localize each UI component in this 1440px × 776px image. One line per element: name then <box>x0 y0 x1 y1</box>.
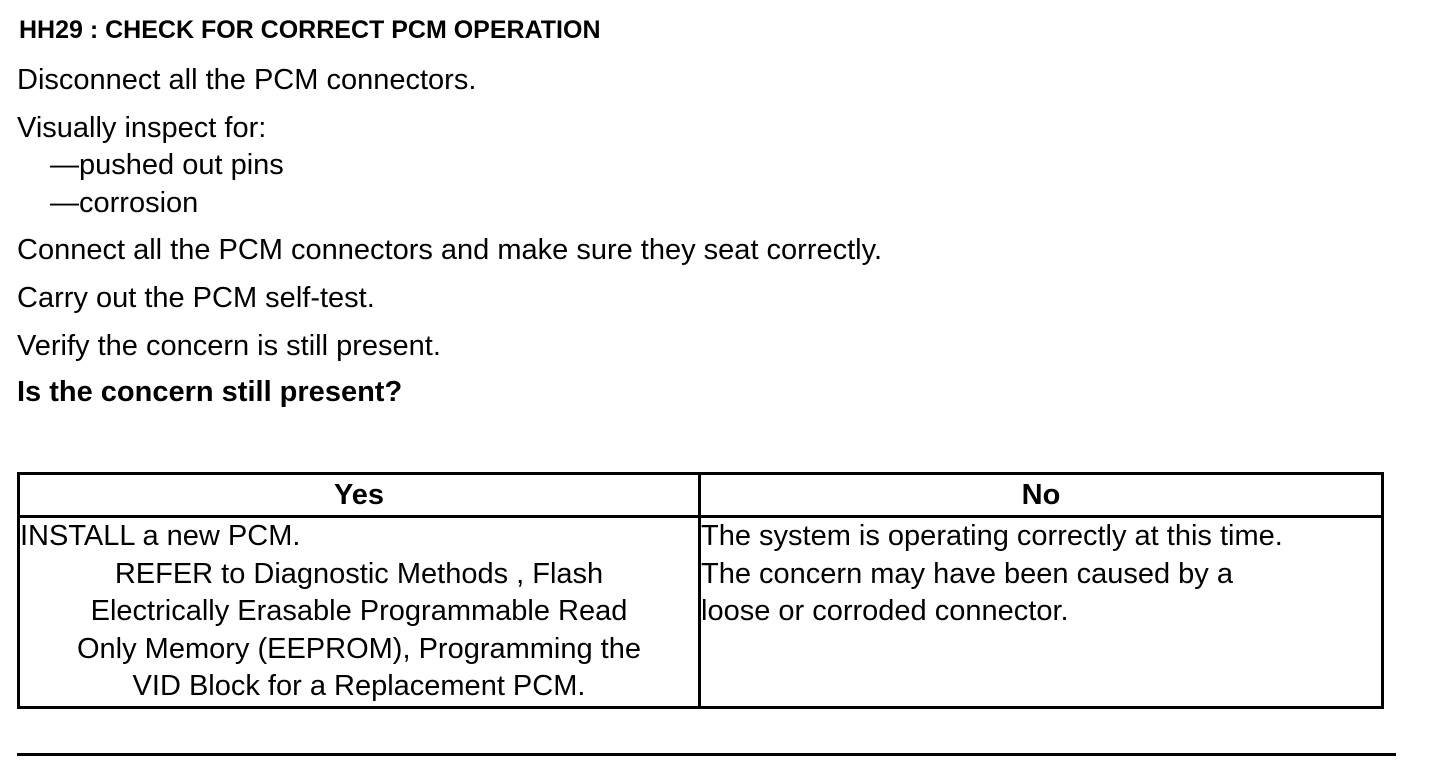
no-line: The concern may have been caused by a <box>701 557 1233 590</box>
no-line: The system is operating correctly at this time. <box>701 520 1283 552</box>
header-no: No <box>700 474 1383 517</box>
step-question: Is the concern still present? <box>17 376 403 408</box>
step-selftest: Carry out the PCM self-test. <box>17 282 375 314</box>
no-line: loose or corroded connector. <box>701 595 1069 627</box>
step-disconnect: Disconnect all the PCM connectors. <box>17 64 477 96</box>
step-heading: HH29 : CHECK FOR CORRECT PCM OPERATION <box>19 16 601 44</box>
table-header-row <box>19 474 1383 517</box>
step-inspect: Visually inspect for: <box>17 112 267 144</box>
yes-line: INSTALL a new PCM. <box>20 520 301 552</box>
inspect-item-corrosion: —corrosion <box>50 187 199 219</box>
yes-cell <box>19 517 700 708</box>
header-yes: Yes <box>19 474 700 517</box>
yes-line: Only Memory (EEPROM), Programming the <box>76 632 641 665</box>
no-cell <box>700 517 1383 708</box>
table-row <box>19 517 1383 708</box>
yes-line: Electrically Erasable Programmable Read <box>90 595 628 627</box>
step-connect: Connect all the PCM connectors and make sure they seat correctly. <box>17 234 883 266</box>
yes-line: REFER to Diagnostic Methods , Flash <box>114 557 604 590</box>
inspect-item-pins: —pushed out pins <box>50 149 284 181</box>
horizontal-divider <box>17 753 1396 756</box>
yes-line: VID Block for a Replacement PCM. <box>132 670 586 702</box>
step-verify: Verify the concern is still present. <box>17 330 441 362</box>
yes-no-table <box>17 472 1384 709</box>
